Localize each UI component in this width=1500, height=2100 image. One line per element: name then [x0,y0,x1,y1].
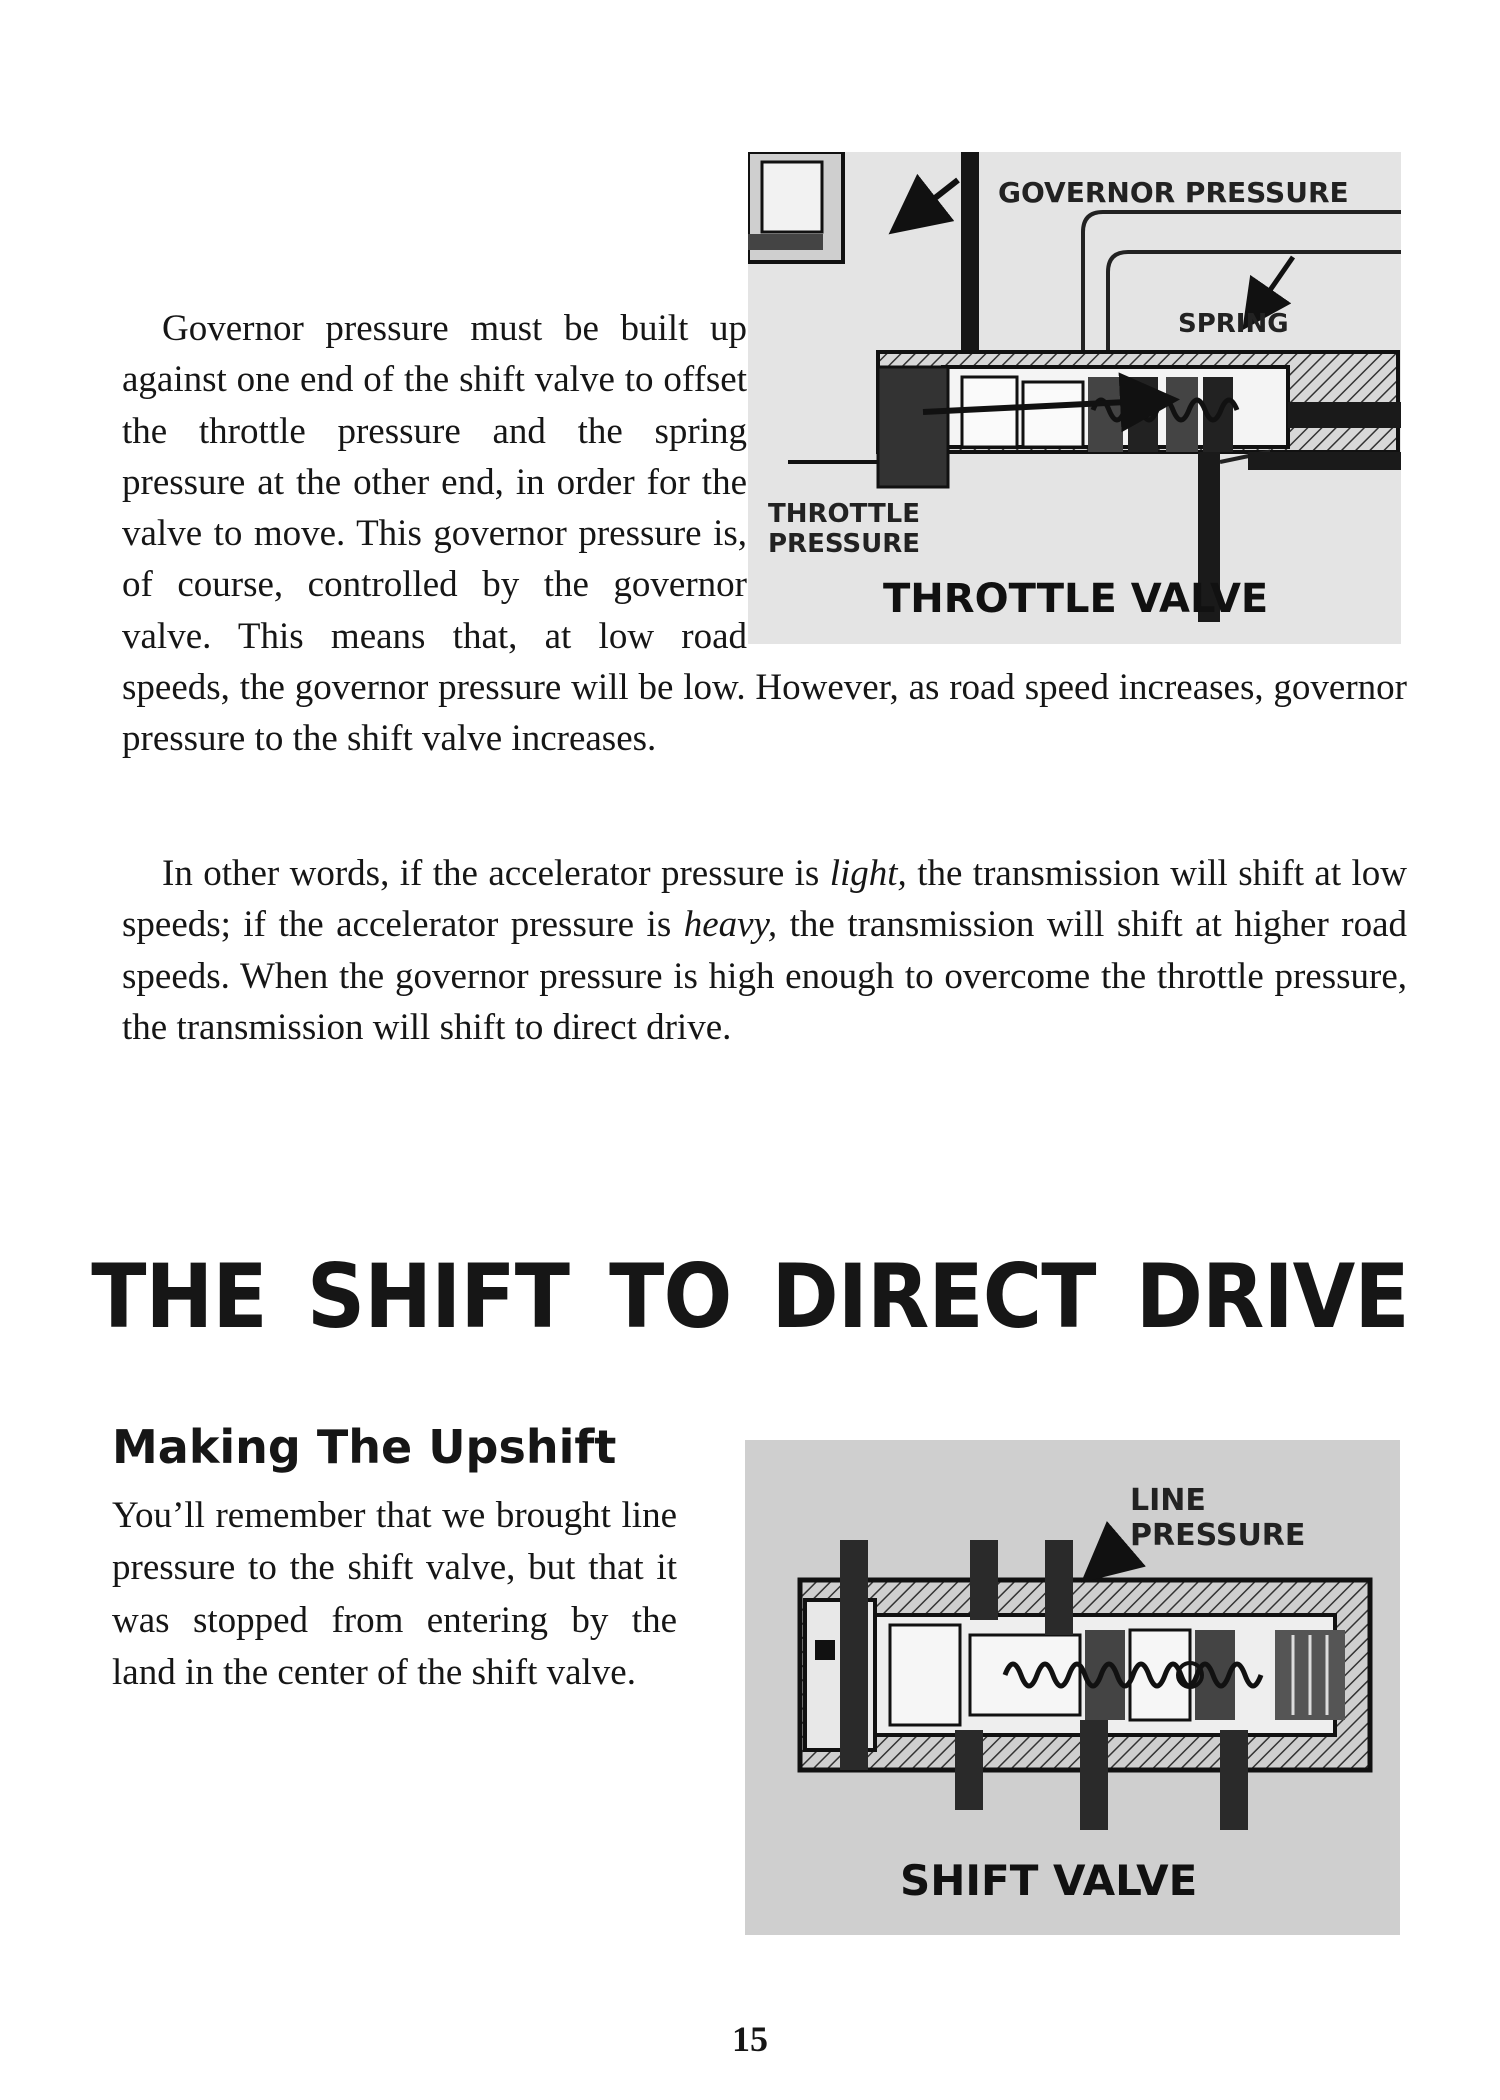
subheading: Making The Upshift [112,1420,617,1474]
page-number: 15 [732,2019,768,2059]
spring-label: SPRING [1178,309,1289,339]
emphasis-heavy: heavy, [683,904,778,946]
paragraph-governor-pressure [122,303,1407,765]
figure-float-spacer [747,303,1407,658]
governor-pressure-label: GOVERNOR PRESSURE [998,176,1349,209]
paragraph-2-part2: the transmission will shift at low speeds; if the accelerator pressure is [122,853,1407,946]
section-heading: THE SHIFT TO DIRECT DRIVE [91,1245,1409,1348]
line-pressure-label-line1: LINE [1130,1483,1206,1518]
line-pressure-label-line2: PRESSURE [1130,1518,1306,1553]
throttle-pressure-label-line2: PRESSURE [768,529,921,559]
throttle-pressure-label-line1: THROTTLE [768,499,921,529]
paragraph-2-part3: the transmission will shift at higher road speeds. When the governor pressure is high enough to overcome the throttle pressure, the transmission will shift to direct drive. [122,904,1407,1048]
throttle-valve-label: THROTTLE VALVE [883,576,1269,622]
paragraph-2-part1: In other words, if the accelerator pressure is [162,853,830,894]
paragraph-upshift: You’ll remember that we brought line pressure to the shift valve, but that it was stopped from entering by the land in the center of the shift valve. [112,1495,677,1693]
paragraph-1-text: Governor pressure must be built up against one end of the shift valve to offset the throttle pressure and the spring pressure at the other end, in order for the valve to move. This governor pressure is, of course, controlled by the governor valve. This means that, at low road speeds, the governor pressure will be low. However, as road speed increases, governor pressure to the shift valve increases. [122,308,1407,760]
shift-valve-diagram [745,1440,1400,1935]
emphasis-light: light, [829,853,907,894]
shift-valve-label: SHIFT VALVE [900,1856,1198,1905]
paragraph-accelerator-pressure [122,848,1407,1053]
